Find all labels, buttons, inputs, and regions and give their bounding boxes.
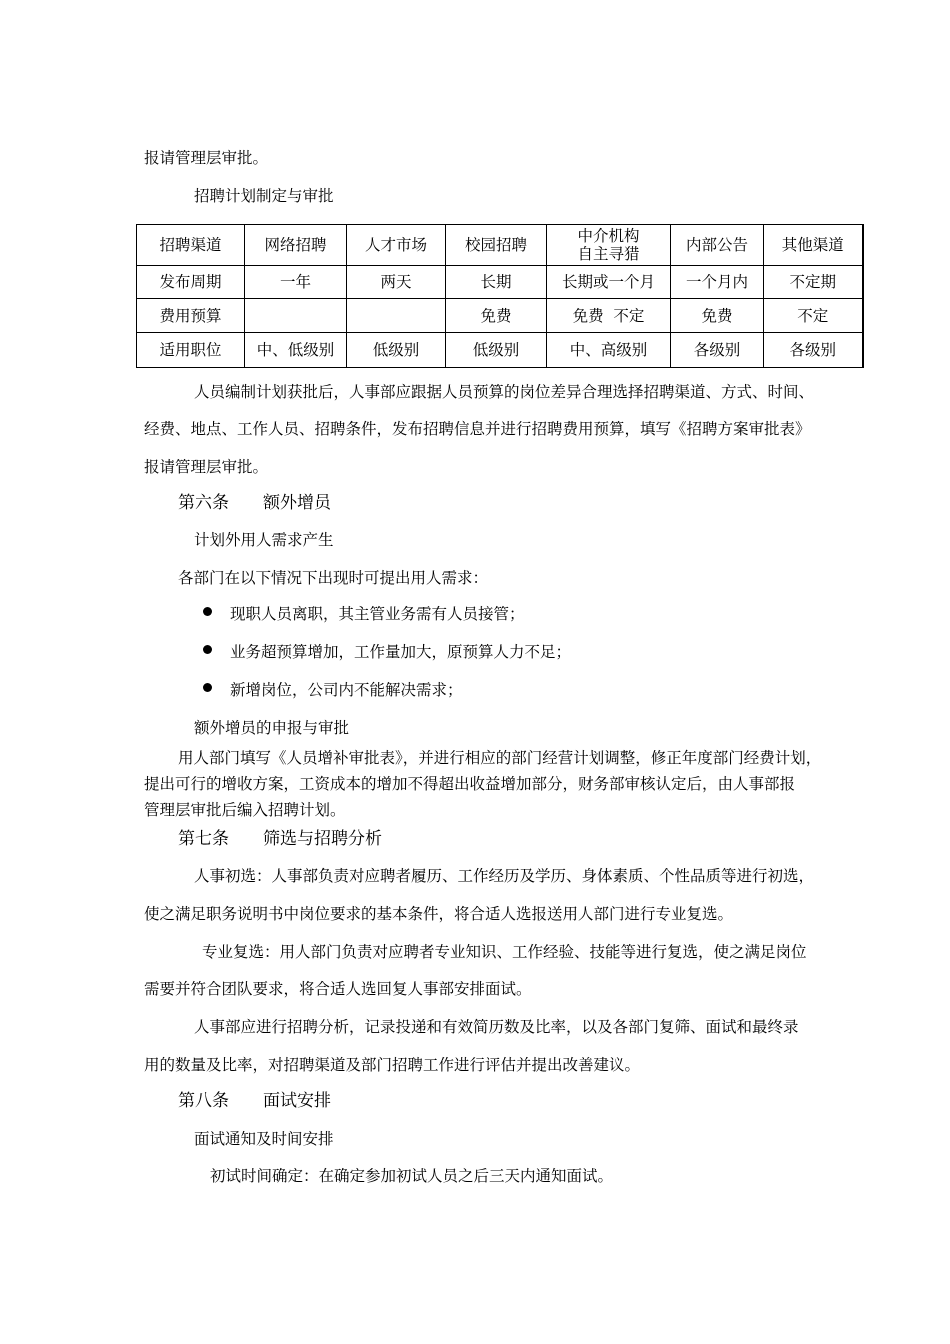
text-line: 初试时间确定：在确定参加初试人员之后三天内通知面试。 <box>210 1167 614 1185</box>
paragraph-line: 管理层审批后编入招聘计划。 <box>144 801 346 819</box>
table-cell: 免费 <box>671 299 764 333</box>
table-cell: 中、高级别 <box>547 333 671 368</box>
table-row <box>137 225 863 266</box>
table-cell <box>245 299 347 333</box>
cell-line: 中介机构 <box>577 227 640 245</box>
table-cell: 低级别 <box>446 333 547 368</box>
subheading: 面试通知及时间安排 <box>194 1130 334 1148</box>
list-item: 业务超预算增加，工作量加大，原预算人力不足； <box>230 643 572 661</box>
table-cell: 长期或一个月 <box>547 266 671 299</box>
list-item: 现职人员离职，其主管业务需有人员接管； <box>230 605 525 623</box>
table-row <box>137 333 863 368</box>
paragraph-line: 经费、地点、工作人员、招聘条件，发布招聘信息并进行招聘费用预算，填写《招聘方案审批表》 <box>144 420 811 438</box>
paragraph-line: 人事部应进行招聘分析，记录投递和有效简历数及比率，以及各部门复筛、面试和最终录 <box>194 1018 799 1036</box>
table-cell: 人才市场 <box>347 225 446 266</box>
paragraph-line: 报请管理层审批。 <box>144 458 269 476</box>
subheading: 招聘计划制定与审批 <box>194 187 334 205</box>
paragraph-line: 人事初选：人事部负责对应聘者履历、工作经历及学历、身体素质、个性品质等进行初选， <box>194 867 815 885</box>
table-cell <box>347 299 446 333</box>
bullet-icon <box>203 607 212 616</box>
table-cell: 各级别 <box>671 333 764 368</box>
table-cell: 一个月内 <box>671 266 764 299</box>
table-cell: 其他渠道 <box>764 225 863 266</box>
table-row <box>137 299 863 333</box>
table-row <box>137 266 863 299</box>
paragraph-line: 用的数量及比率，对招聘渠道及部门招聘工作进行评估并提出改善建议。 <box>144 1056 641 1074</box>
table-cell: 各级别 <box>764 333 863 368</box>
table-cell: 长期 <box>446 266 547 299</box>
subheading: 计划外用人需求产生 <box>194 531 334 549</box>
bullet-icon <box>203 683 212 692</box>
table-cell: 发布周期 <box>137 266 245 299</box>
paragraph-line: 提出可行的增收方案，工资成本的增加不得超出收益增加部分，财务部审核认定后，由人事部报 <box>144 775 796 793</box>
table-cell: 免费 不定 <box>547 299 671 333</box>
text-line: 报请管理层审批。 <box>144 149 269 167</box>
table-cell: 低级别 <box>347 333 446 368</box>
paragraph-line: 使之满足职务说明书中岗位要求的基本条件，将合适人选报送用人部门进行专业复选。 <box>144 905 734 923</box>
table-cell: 适用职位 <box>137 333 245 368</box>
table-cell: 招聘渠道 <box>137 225 245 266</box>
paragraph-line: 人员编制计划获批后，人事部应跟据人员预算的岗位差异合理选择招聘渠道、方式、时间、 <box>194 383 815 401</box>
table-cell: 校园招聘 <box>446 225 547 266</box>
article-heading: 第六条 额外增员 <box>178 493 331 513</box>
bullet-icon <box>203 645 212 654</box>
table-cell: 两天 <box>347 266 446 299</box>
table-cell: 免费 <box>446 299 547 333</box>
article-heading: 第八条 面试安排 <box>178 1091 331 1111</box>
subheading: 额外增员的申报与审批 <box>194 719 350 737</box>
paragraph-line: 专业复选：用人部门负责对应聘者专业知识、工作经验、技能等进行复选，使之满足岗位 <box>202 943 807 961</box>
text-line: 各部门在以下情况下出现时可提出用人需求： <box>178 569 489 587</box>
table-cell: 内部公告 <box>671 225 764 266</box>
table-cell: 不定 <box>764 299 863 333</box>
table-cell: 一年 <box>245 266 347 299</box>
list-item: 新增岗位，公司内不能解决需求； <box>230 681 463 699</box>
table-cell: 中、低级别 <box>245 333 347 368</box>
table-cell <box>547 225 671 266</box>
table-cell: 网络招聘 <box>245 225 347 266</box>
article-heading: 第七条 筛选与招聘分析 <box>178 829 382 849</box>
table-cell: 不定期 <box>764 266 863 299</box>
paragraph-line: 需要并符合团队要求，将合适人选回复人事部安排面试。 <box>144 980 532 998</box>
table-cell: 费用预算 <box>137 299 245 333</box>
cell-line: 自主寻猎 <box>577 245 640 263</box>
recruitment-channel-table <box>136 224 864 368</box>
paragraph-line: 用人部门填写《人员增补审批表》，并进行相应的部门经营计划调整，修正年度部门经费计划， <box>178 749 822 767</box>
